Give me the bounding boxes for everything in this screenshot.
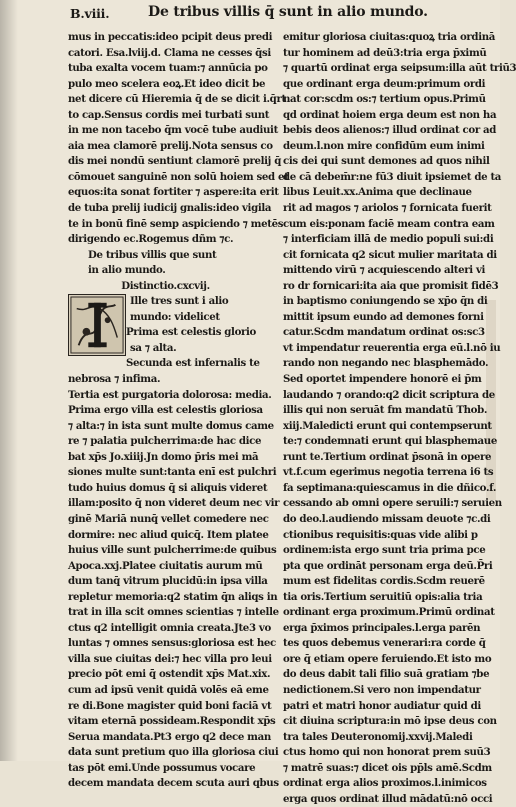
text-line: illam:posito q̄ non videret deum nec vir <box>68 497 280 510</box>
text-line: patri et matri honor audiatur quid di <box>283 699 481 712</box>
text-line: de cā debem̄r:ne fū3 diuit ipsiemet de ta <box>283 170 502 183</box>
text-line: ctionibus requisitis:quas vide alibi p <box>283 528 478 541</box>
text-line: precio pōt emi q̄̄ ostendit xp̄s Mat.xix. <box>68 668 271 681</box>
text-line: dirigendo ec.Rogemus dñm ⁊c. <box>68 233 234 246</box>
text-line: villa sue ciuitas dei:⁊ hec villa pro leui <box>68 652 272 665</box>
text-line: huius ville sunt pulcherrime:de quibus <box>68 544 277 557</box>
text-line: Prima est celestis glorio <box>126 326 256 339</box>
text-line: rando non negando nec blasphemādo. <box>283 357 489 370</box>
left-column <box>68 30 289 792</box>
text-line: libus Leuit.xx.Anima que declinaue <box>283 186 472 199</box>
text-line: fa septimana:quiescamus in die dñico.f. <box>283 481 497 494</box>
text-line: tas pōt emi.Unde possumus vocare <box>68 761 256 774</box>
text-line: do deo.l.audiendo missam deuote ⁊c.di <box>283 512 491 525</box>
text-line: laudando ⁊ orando:q2 dicit scriptura de <box>283 388 495 401</box>
text-line: tes quos debemus venerari:ra corde q̄ <box>283 637 486 650</box>
text-line: ore q̄ etiam opere feruiendo.Et isto mo <box>283 652 492 665</box>
text-line: erga p̄ximos principales.l.erga parēn <box>283 621 481 634</box>
text-line: mum est fidelitas cordis.Scdm reuerē <box>283 575 485 588</box>
text-line: Secunda est infernalis te <box>126 357 260 370</box>
text-line: re ⁊ palatia pulcherrima:de hac dice <box>68 435 262 448</box>
text-line: dum tanq̄ vitrum plucidū:in ipsa villa <box>68 575 268 588</box>
text-line: emitur gloriosa ciuitas:quoꝝ tria ordinā <box>283 31 496 43</box>
text-line: cum ad ipsū venit quidā volēs eā eme <box>68 683 269 696</box>
text-line: trat in illa scit omnes scientias ⁊ intelle <box>68 606 279 619</box>
text-line: rit ad magos ⁊ ariolos ⁊ fornicata fuerit <box>283 202 492 215</box>
text-line: tuba exalta vocem tuam:⁊ annūcia po <box>68 62 268 75</box>
text-line: cessando ab omni opere seruili:⁊ seruien <box>283 497 502 510</box>
text-line: sa ⁊ alta. <box>130 341 177 354</box>
text-line: vt impendatur reuerentia erga eū.l.nō iu <box>283 341 501 354</box>
text-line: Sed oportet impendere honorē ei p̄m <box>283 373 482 386</box>
text-line: Tertia est purgatoria dolorosa: media. <box>68 388 272 401</box>
decorated-initial-letter <box>68 294 126 356</box>
text-line: luntas ⁊ omnes sensus:gloriosa est hec <box>68 637 276 650</box>
text-line: ctus homo qui non honorat prem suū3 <box>283 746 491 759</box>
text-line: ginē Mariā nunq̄ vellet comedere nec <box>68 512 269 525</box>
text-line: Apoca.xxj.Platee ciuitatis aurum mū <box>68 559 263 572</box>
text-line: Prima ergo villa est celestis gloriosa <box>68 404 263 417</box>
text-line: in baptismo coniungendo se xp̄o q̄n di <box>283 295 488 308</box>
running-title: De tribus villis q̄ sunt in alio mundo. <box>148 4 428 20</box>
right-column <box>283 30 516 807</box>
text-line: equos:ita sonat fortiter ⁊ aspere:ita erit <box>68 186 279 199</box>
folio-number: B.viii. <box>70 6 110 21</box>
text-line: aia mea clamorē prelij.Nota sensus co <box>68 139 273 152</box>
text-line: siones multe sunt:tanta enī est pulchri <box>68 466 277 479</box>
text-line: ⁊ interficiam illā de medio populi sui:di <box>283 233 494 246</box>
text-line: cis dei qui sunt demones ad quos nihil <box>283 155 490 168</box>
text-line: Ille tres sunt i alio <box>130 295 229 308</box>
text-line: tia oris.Tertium seruitiū opis:alia tria <box>283 590 483 603</box>
text-line: nedictionem.Si vero non impendatur <box>283 683 481 696</box>
text-line: cit diuina scriptura:in mō ipse deus con <box>283 715 497 728</box>
text-line: qd ordinat hoiem erga deum est non ha <box>283 108 497 121</box>
text-line: re di.Bone magister quid boni faciā vt <box>68 699 272 712</box>
page-header <box>70 4 490 28</box>
text-line: nat cor:scdm os:⁊ tertium opus.Primū <box>283 93 486 106</box>
text-line: in alio mundo. <box>88 264 166 277</box>
text-line: cit fornicata q2 sicut mulier maritata di <box>283 248 497 261</box>
text-line: ctus q2 intelligit omnia creata.Jte3 vo <box>68 621 271 634</box>
text-line: net dicere cū Hieremia q̄ de se dicit i.q̄rt <box>68 93 286 106</box>
text-line: ⁊ matrē suas:⁊ dicet ois pp̄ls amē.Scdm <box>283 761 492 774</box>
text-line: runt te.Tertium ordinat p̄sonā in opere <box>283 450 492 463</box>
text-line: do deus dabit tali filio suā gratiam ⁊be <box>283 668 490 681</box>
text-line: vitam eternā possideam.Respondit xp̄s <box>68 715 276 728</box>
text-line: erga quos ordinat illud mādatū:nō occi <box>283 792 493 805</box>
text-line: decem mandata decem scuta auri qbus <box>68 777 279 790</box>
text-line: de tuba prelij iudicij gnalis:ideo vigila <box>68 202 272 215</box>
text-line: tra tales Deuteronomij.xxvij.Maledi <box>283 730 473 743</box>
text-line: vt.f.cum egerimus negotia terrena i6 ts <box>283 466 494 479</box>
text-line: te in bonū finē semp aspiciendo ⁊ metēs <box>68 217 284 230</box>
text-line: ro dr fornicari:ita aia que promisit fidē3 <box>283 279 499 292</box>
text-line: dormire: nec aliud quicq̄. Item platee <box>68 528 269 541</box>
text-line: nebrosa ⁊ infima. <box>68 373 161 386</box>
text-line: mittendo virū ⁊ acquiescendo alteri vi <box>283 264 486 277</box>
text-line: ordinem:ista ergo sunt tria prima pce <box>283 544 486 557</box>
text-line: mundo: videlicet <box>130 310 220 323</box>
text-line: que ordinant erga deum:primum ordi <box>283 77 486 90</box>
text-line: De tribus villis que sunt <box>88 248 217 261</box>
text-line: bebis deos alienos:⁊ illud ordinat cor ad <box>283 124 497 137</box>
text-line: in me non tacebo q̄m vocē tube audiuit <box>68 124 278 137</box>
binding-gutter <box>0 0 18 761</box>
text-line: tudo huius domus q̄ si aliquis videret <box>68 481 268 494</box>
text-line: to cap.Sensus cordis mei turbati sunt <box>68 108 270 121</box>
text-line: cōmouet sanguinē non solū hoiem sed et <box>68 170 289 183</box>
text-line: cum eis:ponam faciē meam contra eam <box>283 217 495 230</box>
text-line: pta que ordināt personam erga deū.P̄ri <box>283 559 493 572</box>
text-line: data sunt pretium quo illa gloriosa ciui <box>68 746 279 759</box>
text-line: repletur memoria:q2 statim q̄n aliqs in <box>68 590 278 603</box>
text-line: catur.Scdm mandatum ordinat os:sc3 <box>283 326 485 339</box>
text-line: deum.l.non mire confidūm eum inimi <box>283 139 485 152</box>
text-line: pulo meo scelera eoꝝ.Et ideo dicit be <box>68 77 266 90</box>
text-line: ⁊ quartū ordinat erga seipsum:illa aūt triū3 <box>283 62 516 75</box>
text-line: te:⁊ condemnati erunt qui blasphemaue <box>283 435 498 448</box>
text-line: mittit ipsum eundo ad demones forni <box>283 310 484 323</box>
text-line: dis mei nondū sentiunt clamorē prelij q̄ <box>68 155 281 168</box>
text-line: Serua mandata.Pt3 ergo q2 dece man <box>68 730 271 743</box>
text-line: illis qui non seruāt fm mandatū Thob. <box>283 404 488 417</box>
text-line: tur hominem ad deū3:tria erga p̄ximū <box>283 46 487 59</box>
text-line: bat xp̄s Jo.xiiij.Jn domo p̄ris mei mā <box>68 450 259 463</box>
text-line: xiij.Maledicti erunt qui contempserunt <box>283 419 492 432</box>
text-line: mus in peccatis:ideo pcipit deus predi <box>68 31 273 43</box>
text-line: ordinat erga alios proximos.l.inimicos <box>283 777 487 790</box>
text-line: catori. Esa.lviij.d. Clama ne cesses q̄si <box>68 46 271 59</box>
text-line: ordinant erga proximum.Primū ordinat <box>283 606 495 619</box>
text-line: Distinctio.cxcvij. <box>121 279 210 292</box>
text-line: ⁊ alta:⁊ in ista sunt multe domus came <box>68 419 274 432</box>
